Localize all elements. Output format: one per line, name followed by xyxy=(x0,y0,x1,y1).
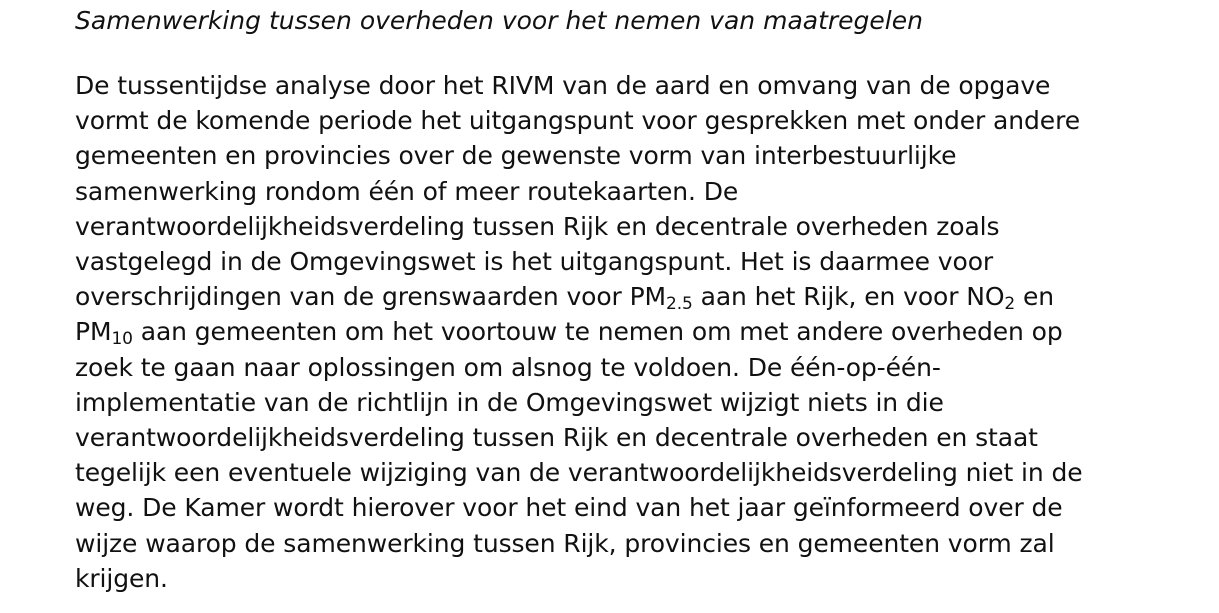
paragraph-line: gemeenten en provincies over de gewenste vorm van interbestuurlijke xyxy=(75,141,957,171)
paragraph-line: De tussentijdse analyse door het RIVM van de aard en omvang van de opgave xyxy=(75,71,1051,100)
text-run: PM xyxy=(75,317,112,347)
paragraph-line: implementatie van de richtlijn in de Omgevingswet wijzigt niets in die xyxy=(75,387,944,417)
subscript-no2: 2 xyxy=(1004,294,1016,315)
paragraph-line: weg. De Kamer wordt hierover voor het eind van het jaar geïnformeerd over de xyxy=(75,493,1063,523)
subscript-pm25: 2.5 xyxy=(666,294,693,315)
text-run: aan gemeenten om het voortouw te nemen om met andere overheden op xyxy=(132,317,1063,347)
paragraph-line: zoek te gaan naar oplossingen om alsnog te voldoen. De één-op-één- xyxy=(75,352,941,382)
text-run: overschrijdingen van de grenswaarden voor PM xyxy=(75,282,667,312)
text-run: aan het Rijk, en voor NO xyxy=(692,282,1005,312)
document-page xyxy=(75,4,1205,596)
paragraph-line xyxy=(75,314,1205,349)
paragraph-line: verantwoordelijkheidsverdeling tussen Rijk en decentrale overheden en staat xyxy=(75,423,1038,453)
paragraph-line: wijze waarop de samenwerking tussen Rijk, provincies en gemeenten vorm zal xyxy=(75,528,1055,558)
subscript-pm10: 10 xyxy=(111,329,133,350)
body-paragraph xyxy=(75,68,1205,596)
paragraph-line: tegelijk een eventuele wijziging van de verantwoordelijkheidsverdeling niet in de xyxy=(75,458,1083,488)
paragraph-line: vormt de komende periode het uitgangspunt voor gesprekken met onder andere xyxy=(75,106,1080,136)
paragraph-line: vastgelegd in de Omgevingswet is het uitgangspunt. Het is daarmee voor xyxy=(75,247,994,277)
text-run: en xyxy=(1015,282,1055,312)
paragraph-line xyxy=(75,279,1205,314)
section-heading: Samenwerking tussen overheden voor het nemen van maatregelen xyxy=(75,6,923,35)
paragraph-line: krijgen. xyxy=(75,563,168,593)
paragraph-line: samenwerking rondom één of meer routekaarten. De xyxy=(75,176,739,206)
paragraph-line: verantwoordelijkheidsverdeling tussen Rijk en decentrale overheden zoals xyxy=(75,211,1000,241)
